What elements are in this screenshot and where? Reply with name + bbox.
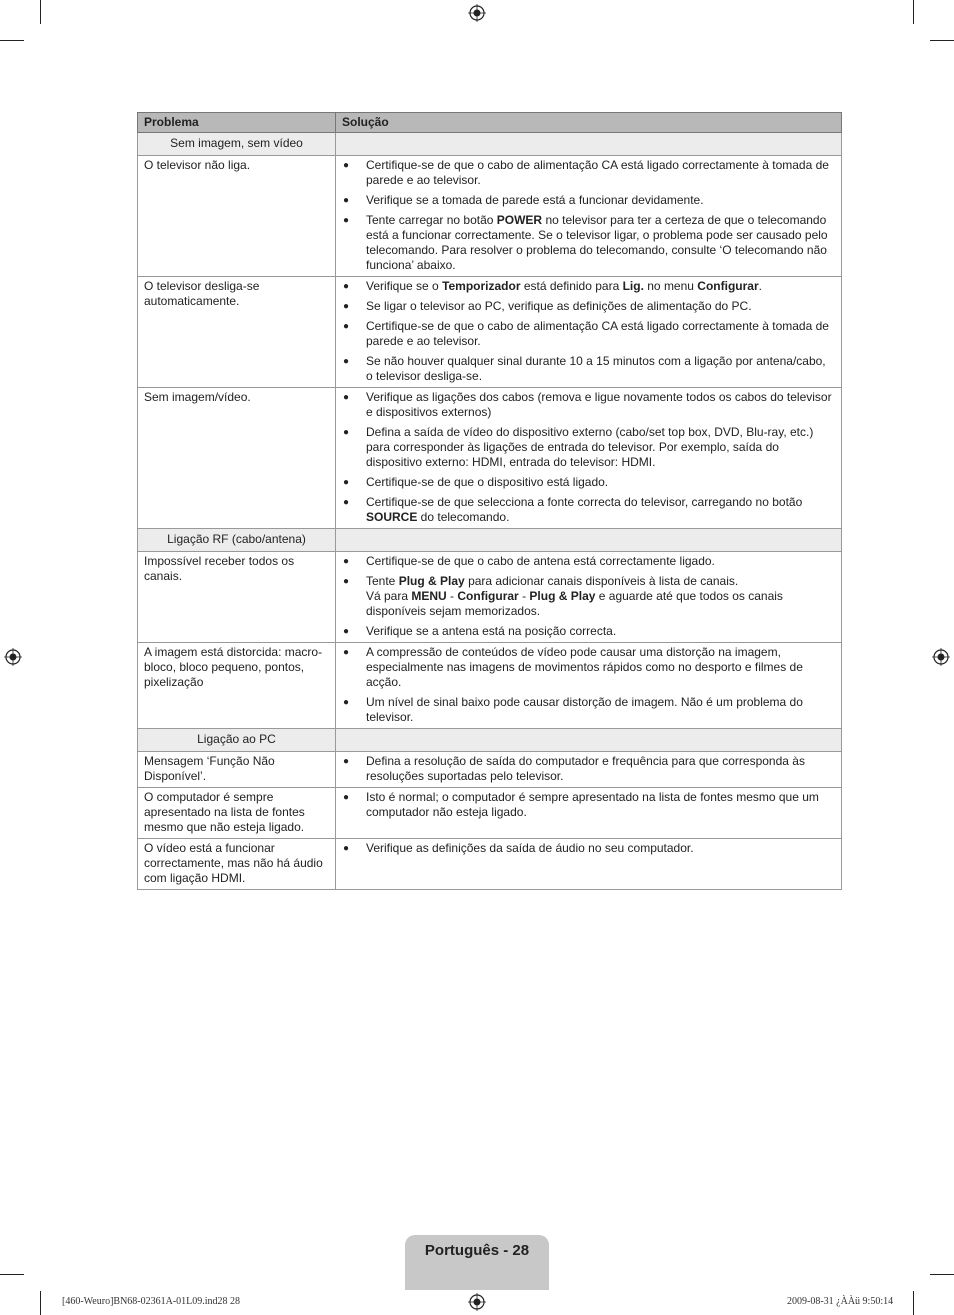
solution-text: Verifique as ligações dos cabos (remova e ligue novamente todos os cabos do televisor e dispositivos externos): [366, 390, 832, 419]
solution-item: [342, 425, 835, 470]
solution-item: [342, 841, 835, 856]
solution-text: Isto é normal; o computador é sempre apresentado na lista de fontes mesmo que um computador não esteja ligado.: [366, 790, 819, 819]
registration-mark-icon: [468, 4, 486, 22]
crop-mark: [40, 1291, 41, 1315]
solution-text: e aguarde até que todos os canais disponíveis sejam memorizados.: [366, 589, 783, 618]
solution-item: [342, 390, 835, 420]
troubleshooting-table: [137, 112, 842, 890]
solution-emphasis: SOURCE: [366, 510, 418, 524]
table-row: [138, 752, 842, 788]
solution-text: Vá para: [366, 589, 412, 603]
solution-item: [342, 754, 835, 784]
solution-cell: [336, 156, 842, 277]
solution-text: Se não houver qualquer sinal durante 10 a 15 minutos com a ligação por antena/cabo, o televisor desliga-se.: [366, 354, 826, 383]
page-number-label: Português - 28: [424, 1242, 530, 1259]
problem-cell: O televisor não liga.: [138, 156, 336, 277]
problem-cell: Sem imagem/vídeo.: [138, 388, 336, 529]
solution-text: no menu: [643, 279, 698, 293]
solution-text: Tente carregar no botão: [366, 213, 497, 227]
solution-text: Verifique se o: [366, 279, 443, 293]
solution-text: no televisor para ter a certeza de que o telecomando está a funcionar correctamente. Se o televisor ligar, o problema pode ser causado pelo telecomando. Para resolver o problema do telecomando, consulte ‘O telecomando não funciona’ abaixo.: [366, 213, 828, 272]
solution-item: [342, 790, 835, 820]
solution-cell: [336, 388, 842, 529]
solution-emphasis: Temporizador: [442, 279, 521, 293]
table-row: [138, 839, 842, 890]
solution-item: [342, 554, 835, 569]
solution-text: Certifique-se de que o cabo de alimentação CA está ligado correctamente à tomada de parede e ao televisor.: [366, 319, 829, 348]
solution-item: [342, 319, 835, 349]
section-empty-cell: [336, 529, 842, 552]
solution-emphasis: MENU: [411, 589, 447, 603]
solution-emphasis: Plug & Play: [398, 574, 465, 588]
problem-cell: O televisor desliga-se automaticamente.: [138, 277, 336, 388]
solution-item: [342, 475, 835, 490]
solution-emphasis: POWER: [496, 213, 543, 227]
registration-mark-icon: [468, 1293, 486, 1311]
crop-mark: [0, 40, 24, 41]
problem-cell: Mensagem ‘Função Não Disponível’.: [138, 752, 336, 788]
problem-cell: O vídeo está a funcionar correctamente, mas não há áudio com ligação HDMI.: [138, 839, 336, 890]
crop-mark: [930, 1274, 954, 1275]
table-body: [138, 133, 842, 890]
solution-text: Verifique as definições da saída de áudio no seu computador.: [366, 841, 694, 855]
section-row: [138, 133, 842, 156]
solution-list: [342, 790, 835, 820]
crop-mark: [913, 1291, 914, 1315]
solution-cell: [336, 277, 842, 388]
solution-text: Verifique se a antena está na posição correcta.: [366, 624, 617, 638]
solution-emphasis: Configurar: [457, 589, 519, 603]
solution-cell: [336, 839, 842, 890]
solution-text: Tente: [366, 574, 399, 588]
section-empty-cell: [336, 729, 842, 752]
solution-item: [342, 624, 835, 639]
solution-item: [342, 193, 835, 208]
solution-item: [342, 695, 835, 725]
solution-item: [342, 158, 835, 188]
solution-text: -: [446, 589, 458, 603]
registration-mark-icon: [932, 648, 950, 666]
solution-list: [342, 754, 835, 784]
solution-cell: [336, 643, 842, 729]
solution-list: [342, 554, 835, 639]
solution-text: Certifique-se de que o cabo de alimentação CA está ligado correctamente à tomada de parede e ao televisor.: [366, 158, 829, 187]
table-row: [138, 643, 842, 729]
solution-list: [342, 158, 835, 273]
solution-text: Um nível de sinal baixo pode causar distorção de imagem. Não é um problema do televisor.: [366, 695, 803, 724]
solution-item: [342, 279, 835, 294]
solution-text: Se ligar o televisor ao PC, verifique as definições de alimentação do PC.: [366, 299, 752, 313]
problem-cell: O computador é sempre apresentado na lista de fontes mesmo que não esteja ligado.: [138, 788, 336, 839]
solution-text: do telecomando.: [417, 510, 510, 524]
crop-mark: [40, 0, 41, 24]
section-row: [138, 529, 842, 552]
table-row: [138, 788, 842, 839]
table-header-row: [138, 113, 842, 133]
solution-list: [342, 645, 835, 725]
crop-mark: [0, 1274, 24, 1275]
solution-item: [342, 645, 835, 690]
section-empty-cell: [336, 133, 842, 156]
crop-mark: [930, 40, 954, 41]
solution-text: Certifique-se de que o cabo de antena está correctamente ligado.: [366, 554, 715, 568]
solution-text: está definido para: [520, 279, 623, 293]
solution-item: [342, 213, 835, 273]
solution-text: Defina a saída de vídeo do dispositivo externo (cabo/set top box, DVD, Blu-ray, etc.) para corresponder às ligações de entrada do televisor. Por exemplo, saída do dispositivo externo: HDMI, entrada do televisor: HDMI.: [366, 425, 814, 469]
registration-mark-icon: [4, 648, 22, 666]
print-slug-right: 2009-08-31 ¿ÀÀü 9:50:14: [787, 1296, 894, 1307]
solution-item: [342, 299, 835, 314]
problem-cell: A imagem está distorcida: macro-bloco, bloco pequeno, pontos, pixelização: [138, 643, 336, 729]
solution-list: [342, 841, 835, 856]
section-title: Ligação RF (cabo/antena): [138, 529, 336, 552]
section-title: Sem imagem, sem vídeo: [138, 133, 336, 156]
solution-text: A compressão de conteúdos de vídeo pode causar uma distorção na imagem, especialmente nas imagens de movimentos rápidos como no desporto e filmes de acção.: [366, 645, 803, 689]
solution-emphasis: Plug & Play: [529, 589, 596, 603]
print-slug-left: [460-Weuro]BN68-02361A-01L09.ind28 28: [62, 1296, 241, 1307]
page-number-tab: [405, 1235, 549, 1290]
solution-cell: [336, 752, 842, 788]
solution-item: [342, 354, 835, 384]
solution-item: [342, 574, 835, 619]
solution-text: Defina a resolução de saída do computador e frequência para que corresponda às resoluções suportadas pelo televisor.: [366, 754, 805, 783]
crop-mark: [913, 0, 914, 24]
solution-text: Certifique-se de que selecciona a fonte correcta do televisor, carregando no botão: [366, 495, 803, 509]
solution-text: Verifique se a tomada de parede está a funcionar devidamente.: [366, 193, 704, 207]
solution-text: para adicionar canais disponíveis à lista de canais.: [464, 574, 739, 588]
column-header-problem: Problema: [138, 113, 336, 133]
column-header-solution: Solução: [336, 113, 842, 133]
table-row: [138, 552, 842, 643]
problem-cell: Impossível receber todos os canais.: [138, 552, 336, 643]
table-row: [138, 277, 842, 388]
solution-item: [342, 495, 835, 525]
table-row: [138, 156, 842, 277]
table-row: [138, 388, 842, 529]
solution-text: -: [518, 589, 530, 603]
solution-list: [342, 279, 835, 384]
solution-emphasis: Configurar: [697, 279, 759, 293]
solution-text: .: [758, 279, 762, 293]
solution-text: Certifique-se de que o dispositivo está ligado.: [366, 475, 609, 489]
section-row: [138, 729, 842, 752]
section-title: Ligação ao PC: [138, 729, 336, 752]
solution-cell: [336, 552, 842, 643]
solution-emphasis: Lig.: [622, 279, 644, 293]
solution-cell: [336, 788, 842, 839]
solution-list: [342, 390, 835, 525]
